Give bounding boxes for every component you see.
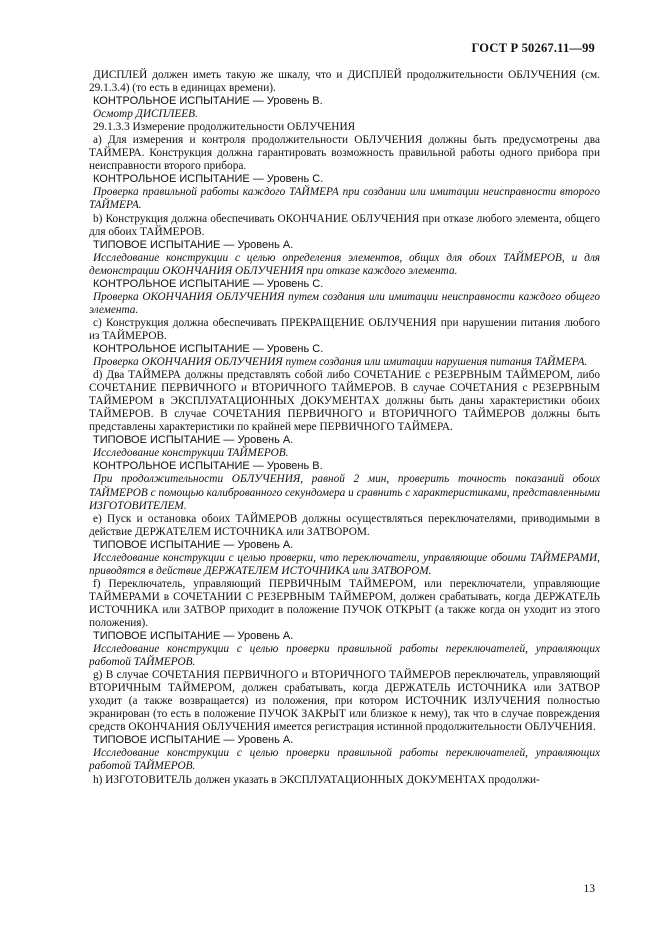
paragraph: f) Переключатель, управляющий ПЕРВИЧНЫМ ТАЙМЕРОМ, или переключатели, управляющие ТАЙМЕРАМИ в СОЧЕТАНИИ С РЕЗЕРВНЫМ ТАЙМЕРОМ, должен срабатывать, когда ДЕРЖАТЕЛЬ ИСТОЧНИКА или ЗАТВОР приходит в положение ПУЧОК ОТКРЫТ (а также когда он уходит из этого положения). xyxy=(89,577,600,629)
test-label: ТИПОВОЕ ИСПЫТАНИЕ — Уровень А. xyxy=(93,630,294,643)
paragraph: e) Пуск и остановка обоих ТАЙМЕРОВ должны осуществляться переключателями, приводимыми в действие ДЕРЖАТЕЛЕМ ИСТОЧНИКА или ЗАТВОРОМ. xyxy=(89,512,600,538)
paragraph: c) Конструкция должна обеспечивать ПРЕКРАЩЕНИЕ ОБЛУЧЕНИЯ при нарушении питания любого из ТАЙМЕРОВ. xyxy=(89,316,600,342)
test-label: КОНТРОЛЬНОЕ ИСПЫТАНИЕ — Уровень B. xyxy=(93,460,323,473)
test-label: КОНТРОЛЬНОЕ ИСПЫТАНИЕ — Уровень С. xyxy=(93,277,324,290)
test-description: Исследование конструкции с целью определения элементов, общих для обоих ТАЙМЕРОВ, и для демонстрации ОКОНЧАНИЯ ОБЛУЧЕНИЯ при отказе каждого элемента. xyxy=(89,251,600,277)
test-label: ТИПОВОЕ ИСПЫТАНИЕ — Уровень А. xyxy=(93,734,294,747)
test-description: Проверка ОКОНЧАНИЯ ОБЛУЧЕНИЯ путем создания или имитации нарушения питания ТАЙМЕРА. xyxy=(93,356,588,369)
paragraph: d) Два ТАЙМЕРА должны представлять собой либо СОЧЕТАНИЕ с РЕЗЕРВНЫМ ТАЙМЕРОМ, либо СОЧЕТАНИЕ ПЕРВИЧНОГО и ВТОРИЧНОГО ТАЙМЕРОВ. В случае СОЧЕТАНИЯ с РЕЗЕРВНЫМ ТАЙМЕРОМ в ЭКСПЛУАТАЦИОННЫХ ДОКУМЕНТАХ должны быть даны характеристики обоих ТАЙМЕРОВ. В случае СОЧЕТАНИЯ ПЕРВИЧНОГО и ВТОРИЧНОГО ТАЙМЕРОВ должны быть представлены характеристики по крайней мере ПЕРВИЧНОГО ТАЙМЕРА. xyxy=(89,369,600,434)
test-description: Исследование конструкции с целью проверки, что переключатели, управляющие обоими ТАЙМЕРАМИ, приводятся в действие ДЕРЖАТЕЛЕМ ИСТОЧНИКА или ЗАТВОРОМ. xyxy=(89,551,600,577)
test-label: ТИПОВОЕ ИСПЫТАНИЕ — Уровень А. xyxy=(93,434,294,447)
test-label: КОНТРОЛЬНОЕ ИСПЫТАНИЕ — Уровень С. xyxy=(93,342,324,355)
paragraph: a) Для измерения и контроля продолжительности ОБЛУЧЕНИЯ должны быть предусмотрены два ТАЙМЕРА. Конструкция должна гарантировать возможность правильной работы одного прибора при неисправности второго прибора. xyxy=(89,134,600,173)
test-description: При продолжительности ОБЛУЧЕНИЯ, равной 2 мин, проверить точность показаний обоих ТАЙМЕРОВ с помощью калиброванного секундомера и сравнить с характеристиками, представленными ИЗГОТОВИТЕЛЕМ. xyxy=(89,473,600,512)
test-description: Осмотр ДИСПЛЕЕВ. xyxy=(93,108,198,121)
test-description: Исследование конструкции ТАЙМЕРОВ. xyxy=(93,447,289,460)
document-body xyxy=(89,69,600,787)
paragraph: h) ИЗГОТОВИТЕЛЬ должен указать в ЭКСПЛУАТАЦИОННЫХ ДОКУМЕНТАХ продолжи- xyxy=(93,773,540,786)
paragraph: g) В случае СОЧЕТАНИЯ ПЕРВИЧНОГО и ВТОРИЧНОГО ТАЙМЕРОВ переключатель, управляющий ВТОРИЧНЫМ ТАЙМЕРОМ, должен срабатывать, когда ДЕРЖАТЕЛЬ ИСТОЧНИКА или ЗАТВОР уходит (а также возвращается) из положения, при котором ИСТОЧНИК ИЗЛУЧЕНИЯ полностью экранирован (то есть в положение ПУЧОК ЗАКРЫТ или близкое к нему), так что в случае повреждения средств ОКОНЧАНИЯ ОБЛУЧЕНИЯ имеется регистрация истинной продолжительности ОБЛУЧЕНИЯ. xyxy=(89,669,600,734)
test-label: ТИПОВОЕ ИСПЫТАНИЕ — Уровень А. xyxy=(93,538,294,551)
paragraph: ДИСПЛЕЙ должен иметь такую же шкалу, что и ДИСПЛЕЙ продолжительности ОБЛУЧЕНИЯ (см. 29.1.3.4) (то есть в единицах времени). xyxy=(89,69,600,95)
test-label: КОНТРОЛЬНОЕ ИСПЫТАНИЕ — Уровень С. xyxy=(93,173,324,186)
test-description: Проверка ОКОНЧАНИЯ ОБЛУЧЕНИЯ путем создания или имитации неисправности каждого общего элемента. xyxy=(89,290,600,316)
test-description: Исследование конструкции с целью проверки правильной работы переключателей, управляющих работой ТАЙМЕРОВ. xyxy=(89,643,600,669)
standard-header: ГОСТ Р 50267.11—99 xyxy=(471,41,595,55)
test-label: КОНТРОЛЬНОЕ ИСПЫТАНИЕ — Уровень B. xyxy=(93,95,323,108)
test-label: ТИПОВОЕ ИСПЫТАНИЕ — Уровень А. xyxy=(93,238,294,251)
page-number: 13 xyxy=(583,883,595,895)
section-heading: 29.1.3.3 Измерение продолжительности ОБЛУЧЕНИЯ xyxy=(93,121,356,134)
test-description: Исследование конструкции с целью проверки правильной работы переключателей, управляющих работой ТАЙМЕРОВ. xyxy=(89,747,600,773)
paragraph: b) Конструкция должна обеспечивать ОКОНЧАНИЕ ОБЛУЧЕНИЯ при отказе любого элемента, общего для обоих ТАЙМЕРОВ. xyxy=(89,212,600,238)
test-description: Проверка правильной работы каждого ТАЙМЕРА при создании или имитации неисправности второго ТАЙМЕРА. xyxy=(89,186,600,212)
